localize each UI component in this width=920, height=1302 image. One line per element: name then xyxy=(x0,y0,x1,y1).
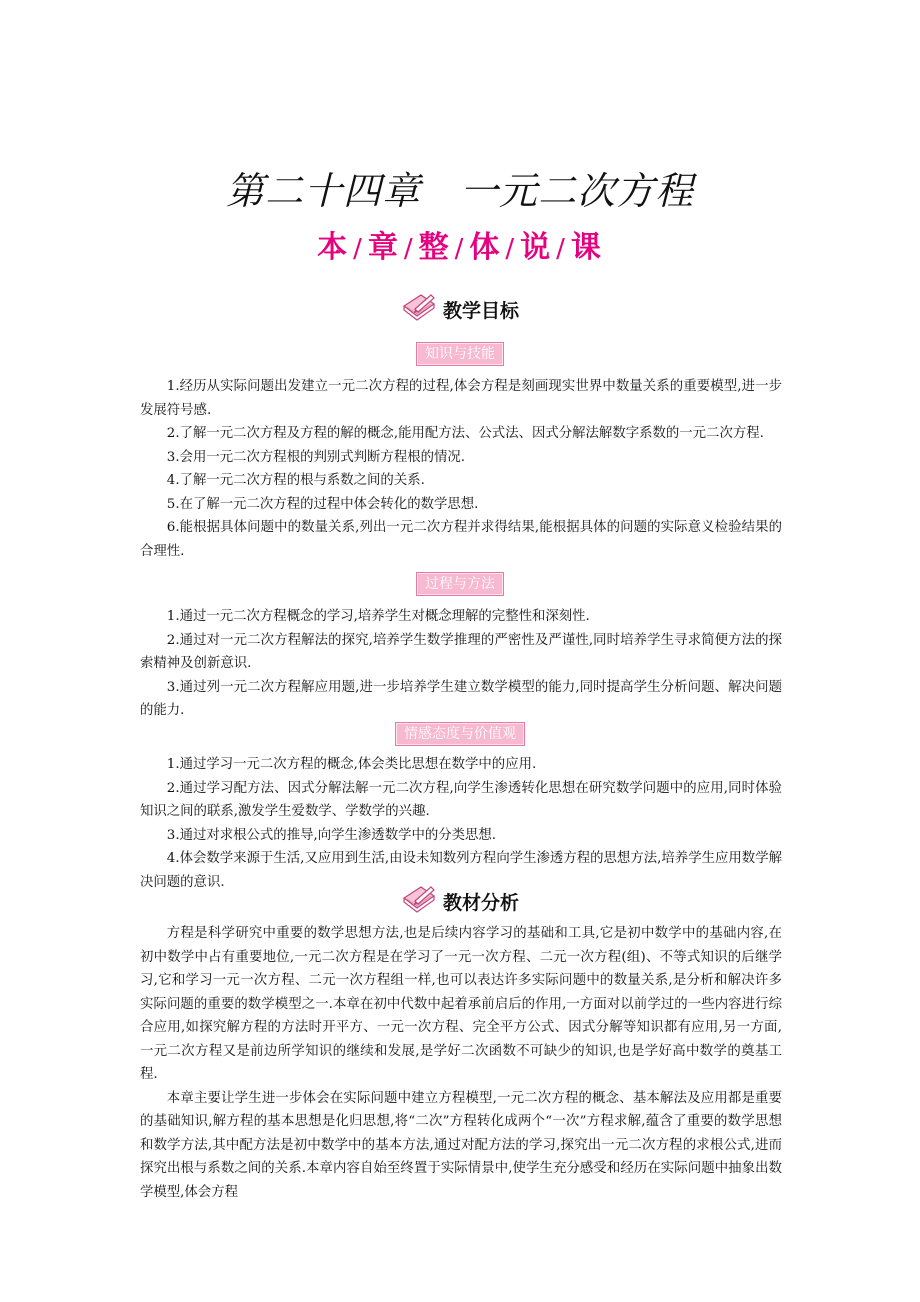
paragraph: 本章主要让学生进一步体会在实际问题中建立方程模型,一元二次方程的概念、基本解法及应用都是重要的基础知识,解方程的基本思想是化归思想,将“二次”方程转化成两个“一次”方程求解,蕴含了重要的数学思想和数学方法,其中配方法是初中数学中的基本方法,通过对配方法的学习,探究出一元二次方程的求根公式,进而探究出根与系数之间的关系.本章内容自始至终置于实际情景中,使学生充分感受和经历在实际问题中抽象出数学模型,体会方程 xyxy=(140,1090,782,1200)
list-item: 2.通过学习配方法、因式分解法解一元二次方程,向学生渗透转化思想在研究数学问题中的应用,同时体验知识之间的联系,激发学生爱数学、学数学的兴趣. xyxy=(140,780,782,819)
subtitle-separator: / xyxy=(353,234,364,264)
list-item: 5.在了解一元二次方程的过程中体会转化的数学思想. xyxy=(166,496,479,512)
list-item: 6.能根据具体问题中的数量关系,列出一元二次方程并求得结果,能根据具体的问题的实际意义检验结果的合理性. xyxy=(140,520,782,559)
subsection-tag-process: 过程与方法 xyxy=(416,572,504,596)
list-item: 3.会用一元二次方程根的判别式判断方程根的情况. xyxy=(166,449,466,465)
subtitle-separator: / xyxy=(556,234,567,264)
chapter-title: 第二十四章 一元二次方程 xyxy=(225,169,694,213)
subtitle-separator: / xyxy=(505,234,517,264)
subtitle-char: 章 xyxy=(367,230,400,265)
list-item: 4.了解一元二次方程的根与系数之间的关系. xyxy=(166,473,425,488)
subtitle-char: 说 xyxy=(520,230,553,265)
section-heading-label: 教学目标 xyxy=(442,300,519,322)
subtitle-char: 体 xyxy=(469,230,502,265)
pencil-notebook-icon xyxy=(401,292,437,327)
list-item: 1.通过学习一元二次方程的概念,体会类比思想在数学中的应用. xyxy=(166,757,537,772)
subsection-tag-knowledge: 知识与技能 xyxy=(416,342,504,366)
process-objectives-list xyxy=(140,605,782,723)
subtitle-separator: / xyxy=(454,234,466,264)
textbook-analysis-body xyxy=(140,922,782,1204)
subtitle-char: 整 xyxy=(418,230,451,265)
list-item: 2.了解一元二次方程及方程的解的概念,能用配方法、公式法、因式分解法解数字系数的一元二次方程. xyxy=(166,426,764,441)
list-item: 1.经历从实际问题出发建立一元二次方程的过程,体会方程是刻画现实世界中数量关系的重要模型,进一步发展符号感. xyxy=(140,379,782,418)
attitude-objectives-list xyxy=(140,753,782,894)
subsection-tag-attitude: 情感态度与价值观 xyxy=(395,722,525,746)
section-heading-analysis xyxy=(0,884,920,919)
knowledge-objectives-list xyxy=(140,375,782,563)
chapter-subtitle xyxy=(0,222,920,266)
list-item: 3.通过列一元二次方程解应用题,进一步培养学生建立数学模型的能力,同时提高学生分析问题、解决问题的能力. xyxy=(140,679,782,718)
section-heading-label: 教材分析 xyxy=(442,892,519,914)
pencil-notebook-icon xyxy=(401,884,437,919)
subtitle-char: 本 xyxy=(317,230,350,265)
subtitle-char: 课 xyxy=(570,230,603,265)
list-item: 1.通过一元二次方程概念的学习,培养学生对概念理解的完整性和深刻性. xyxy=(166,609,590,624)
list-item: 2.通过对一元二次方程解法的探究,培养学生数学推理的严密性及严谨性,同时培养学生寻求简便方法的探索精神及创新意识. xyxy=(140,632,782,671)
list-item: 4.体会数学来源于生活,又应用到生活,由设未知数列方程向学生渗透方程的思想方法,培养学生应用数学解决问题的意识. xyxy=(140,851,782,890)
list-item: 3.通过对求根公式的推导,向学生渗透数学中的分类思想. xyxy=(166,827,497,843)
subtitle-separator: / xyxy=(403,234,415,264)
paragraph: 方程是科学研究中重要的数学思想方法,也是后续内容学习的基础和工具,它是初中数学中的基础内容,在初中数学中占有重要地位,一元二次方程是在学习了一元一次方程、二元一次方程(组)、不等式知识的后继学习,它和学习一元一次方程、二元一次方程组一样,也可以表达许多实际问题中的数量关系,是分析和解决许多实际问题的重要的数学模型之一.本章在初中代数中起着承前启后的作用,一方面对以前学过的一些内容进行综合应用,如探究解方程的方法时开平方、一元一次方程、完全平方公式、因式分解等知识都有应用,另一方面,一元二次方程又是前边所学知识的继续和发展,是学好二次函数不可缺少的知识,也是学好高中数学的奠基工程. xyxy=(140,926,782,1082)
section-heading-goals xyxy=(0,292,920,327)
